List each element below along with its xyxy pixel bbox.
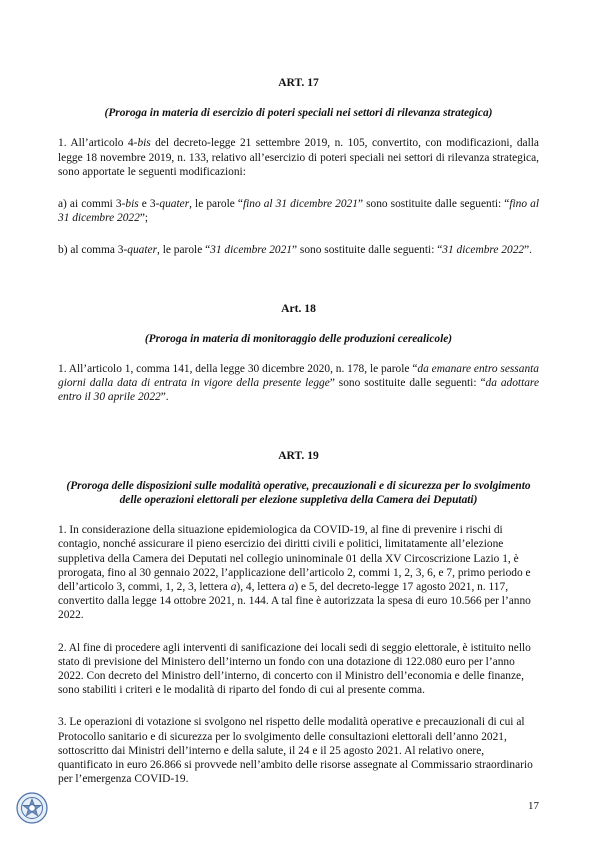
article-17-item-a: a) ai commi 3-bis e 3-quater, le parole “fino al 31 dicembre 2021” sono sostituite dalle seguenti: “fino al 31 dicembre 2022”;	[58, 198, 539, 225]
document-body	[58, 76, 539, 787]
page-number: 17	[528, 800, 539, 812]
article-19-paragraph-2: 2. Al fine di procedere agli interventi di sanificazione dei locali sedi di seggio elettorale, è istituito nello stato di previsione del Ministero dell’interno un fondo con una dotazione di 122.080 euro per l’anno 2022. Con decreto del Ministro dell’interno, di concerto con il Ministro dell’economia e delle finanze, sono stabiliti i criteri e le modalità di riparto del fondo di cui al presente comma.	[58, 641, 531, 697]
article-18-subtitle: (Proroga in materia di monitoraggio delle produzioni cerealicole)	[144, 332, 453, 345]
article-18-paragraph-1: 1. All’articolo 1, comma 141, della legge 30 dicembre 2020, n. 178, le parole “da emanare entro sessanta giorni dalla data di entrata in vigore della presente legge” sono sostituite dalle seguenti: “da adottare entro il 30 aprile 2022”.	[58, 363, 539, 404]
article-17-title: ART. 17	[278, 76, 319, 89]
article-19-paragraph-3: 3. Le operazioni di votazione si svolgono nel rispetto delle modalità operative e precauzionali di cui al Protocollo sanitario e di sicurezza per lo svolgimento delle consultazioni elettorali dell’anno 2021, sottoscritto dai Ministri dell’interno e della salute, il 24 e il 25 agosto 2021. Al relativo onere, quantificato in euro 26.866 si provvede nell’ambito delle risorse assegnate al Commissario straordinario per l’emergenza COVID-19.	[58, 716, 533, 786]
article-18-title: Art. 18	[281, 301, 316, 315]
government-emblem-icon	[16, 792, 48, 824]
article-17-subtitle: (Proroga in materia di esercizio di poteri speciali nei settori di rilevanza strategica)	[104, 107, 493, 120]
article-17-paragraph-1: 1. All’articolo 4-bis del decreto-legge 21 settembre 2019, n. 105, convertito, con modificazioni, dalla legge 18 novembre 2019, n. 133, relativo all’esercizio di poteri speciali nei settori di rilevanza strategica, sono apportate le seguenti modificazioni:	[58, 137, 539, 178]
article-19-subtitle: (Proroga delle disposizioni sulle modalità operative, precauzionali e di sicurezza per lo svolgimento delle operazioni elettorali per elezione suppletiva della Camera dei Deputati)	[66, 479, 531, 507]
article-17-item-b: b) al comma 3-quater, le parole “31 dicembre 2021” sono sostituite dalle seguenti: “31 dicembre 2022”.	[58, 244, 532, 257]
article-19-title: ART. 19	[278, 448, 319, 462]
article-19-paragraph-1: 1. In considerazione della situazione epidemiologica da COVID-19, al fine di prevenire i rischi di contagio, nonché assicurare il pieno esercizio dei diritti civili e politici, limitatamente all’elezione suppletiva della Camera dei Deputati nel collegio uninominale 01 della XV Circoscrizione Lazio 1, è prorogata, fino al 30 gennaio 2022, l’applicazione dell’articolo 2, commi 1, 2, 3, 6, e 7, primo periodo e dell’articolo 3, commi, 1, 2, 3, lettera a), 4, lettera a) e 5, del decreto-legge 17 agosto 2021, n. 117, convertito dalla legge 14 ottobre 2021, n. 144. A tal fine è autorizzata la spesa di euro 10.566 per l’anno 2022.	[58, 524, 531, 622]
